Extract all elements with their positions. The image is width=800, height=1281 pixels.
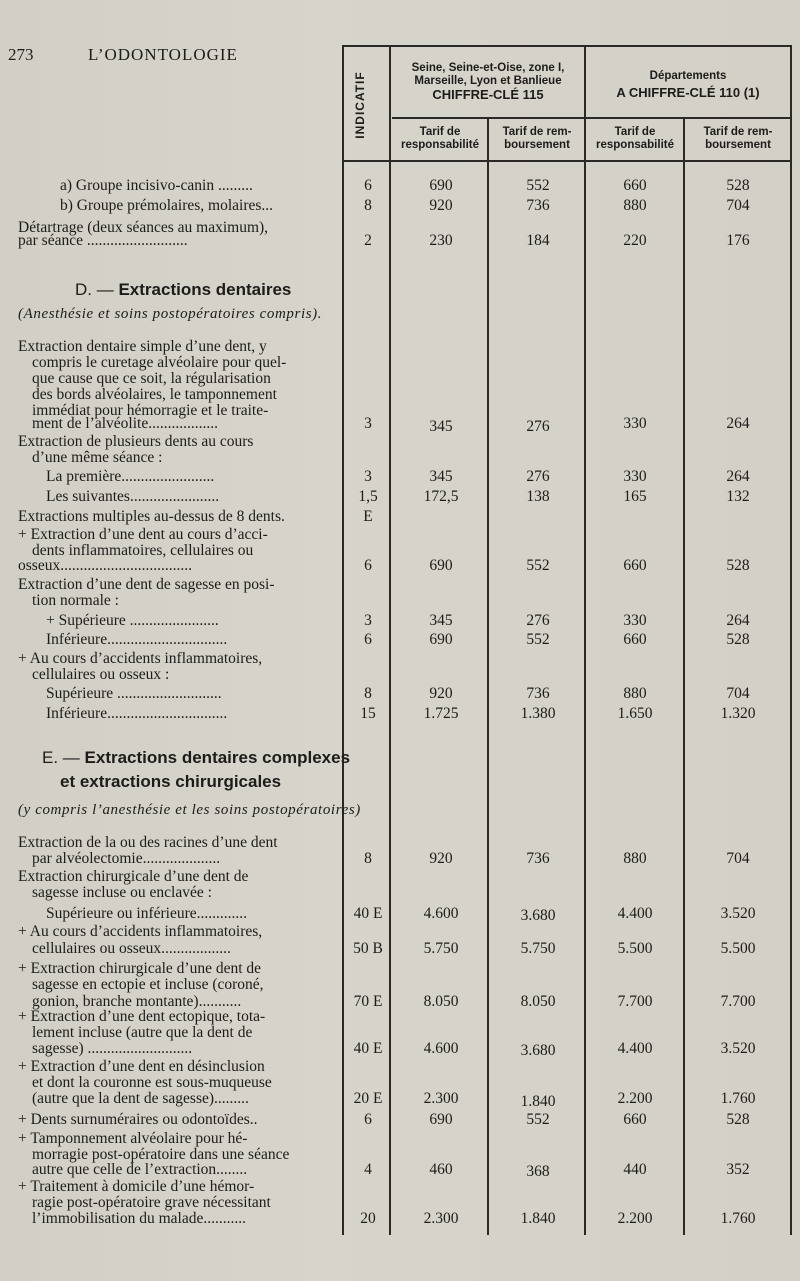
rule-g2-mid: [683, 117, 685, 1235]
row-remb-115: 1.840: [520, 1210, 556, 1227]
header-mid-rule: [392, 117, 792, 119]
row-remb-110: 264: [726, 468, 750, 485]
row-label: (autre que la dent de sagesse).........: [32, 1090, 249, 1107]
section-d-letter: D. —: [75, 280, 114, 299]
row-label: Supérieure ou inférieure.............: [46, 905, 248, 922]
row-remb-115: 138: [526, 488, 550, 505]
row-remb-115: 276: [526, 612, 550, 629]
row-label: Inférieure...............................: [46, 705, 228, 722]
row-resp-115: 345: [429, 468, 453, 485]
row-indicatif: 15: [360, 705, 376, 722]
row-resp-115: 460: [429, 1161, 453, 1178]
row-indicatif: 50 B: [353, 940, 383, 957]
table-row: [0, 1111, 800, 1129]
table-row: [0, 850, 800, 868]
row-remb-115: 1.380: [520, 705, 556, 722]
text-line: des bords alvéolaires, le tamponnement: [32, 386, 277, 403]
row-resp-110: 440: [623, 1161, 647, 1178]
header-bottom-rule: [342, 160, 792, 162]
row-indicatif: 70 E: [353, 993, 383, 1010]
row-resp-115: 345: [429, 612, 453, 629]
row-remb-110: 704: [726, 685, 750, 702]
header-group1: [394, 62, 582, 101]
row-label: gonion, branche montante)...........: [32, 993, 242, 1010]
row-resp-115: 690: [429, 631, 453, 648]
text-line: Extraction chirurgicale d’une dent de: [18, 868, 249, 885]
row-remb-115: 736: [526, 685, 550, 702]
row-resp-110: 880: [623, 197, 647, 214]
row-remb-115: 552: [526, 177, 550, 194]
table-row: [0, 488, 800, 506]
group1-key: CHIFFRE-CLÉ 115: [432, 87, 544, 102]
row-label: Les suivantes.......................: [46, 488, 220, 505]
text-line: morragie post-opératoire dans une séance: [32, 1146, 290, 1163]
row-resp-110: 4.400: [617, 1040, 653, 1057]
header-g2-remb: Tarif de rem-boursement: [703, 126, 773, 151]
table-row: [0, 415, 800, 433]
row-label: Supérieure ...........................: [46, 685, 222, 702]
table-row: [0, 1161, 800, 1179]
row-remb-115: 276: [526, 418, 550, 435]
text-line: Extraction d’une dent de sagesse en posi-: [18, 576, 275, 593]
row-remb-110: 528: [726, 177, 750, 194]
table-row: [0, 940, 800, 958]
row-label: l’immobilisation du malade...........: [32, 1210, 246, 1227]
row-resp-110: 5.500: [617, 940, 653, 957]
row-indicatif: 3: [364, 415, 372, 432]
row-indicatif: 20: [360, 1210, 376, 1227]
rule-g1-mid: [487, 117, 489, 1235]
row-indicatif: 8: [364, 850, 372, 867]
row-resp-110: 165: [623, 488, 647, 505]
row-label: Inférieure...............................: [46, 631, 228, 648]
row-resp-115: 2.300: [423, 1090, 459, 1107]
row-remb-110: 3.520: [720, 1040, 756, 1057]
row-remb-110: 1.760: [720, 1210, 756, 1227]
row-resp-115: 690: [429, 557, 453, 574]
running-head: L’ODONTOLOGIE: [88, 45, 238, 64]
group2-key: A CHIFFRE-CLÉ 110 (1): [616, 85, 760, 100]
row-resp-110: 2.200: [617, 1090, 653, 1107]
row-resp-115: 5.750: [423, 940, 459, 957]
text-line: tion normale :: [32, 592, 119, 609]
row-resp-110: 880: [623, 685, 647, 702]
row-remb-115: 552: [526, 557, 550, 574]
text-line: immédiat pour hémorragie et le traite-: [32, 402, 269, 419]
row-remb-110: 1.760: [720, 1090, 756, 1107]
row-resp-110: 660: [623, 177, 647, 194]
header-indicatif: INDICATIF: [353, 71, 367, 139]
row-resp-110: 660: [623, 631, 647, 648]
row-label: sagesse) ...........................: [32, 1040, 193, 1057]
row-resp-115: 920: [429, 850, 453, 867]
text-line: lement incluse (autre que la dent de: [32, 1024, 253, 1041]
row-indicatif: E: [363, 508, 373, 525]
text-line: sagesse en ectopie et incluse (coroné,: [32, 976, 264, 993]
row-remb-110: 352: [726, 1161, 750, 1178]
text-line: Extraction de plusieurs dents au cours: [18, 433, 254, 450]
text-line: + Extraction d’une dent ectopique, tota-: [18, 1008, 266, 1025]
row-indicatif: 1,5: [358, 488, 378, 505]
row-resp-110: 2.200: [617, 1210, 653, 1227]
row-remb-110: 264: [726, 415, 750, 432]
row-remb-115: 3.680: [520, 907, 556, 924]
table-row: [0, 631, 800, 649]
row-resp-115: 230: [429, 232, 453, 249]
header-group2: [588, 70, 788, 99]
row-remb-115: 276: [526, 468, 550, 485]
section-e-heading: [42, 748, 350, 768]
table-row: [0, 557, 800, 575]
group1-title: Seine, Seine-et-Oise, zone I, Marseille, Lyon et Banlieue: [411, 62, 565, 87]
table-row: [0, 1090, 800, 1108]
text-line: + Traitement à domicile d’une hémor-: [18, 1178, 255, 1195]
table-row: [0, 197, 800, 215]
row-resp-115: 2.300: [423, 1210, 459, 1227]
row-indicatif: 8: [364, 197, 372, 214]
table-row: [0, 1040, 800, 1058]
page-number: 273: [8, 45, 34, 64]
row-remb-115: 368: [526, 1163, 550, 1180]
text-line: dents inflammatoires, cellulaires ou: [32, 542, 254, 559]
row-indicatif: 8: [364, 685, 372, 702]
table-row: [0, 468, 800, 486]
row-remb-110: 528: [726, 1111, 750, 1128]
header-g2-resp: Tarif de responsabilité: [596, 126, 674, 151]
row-remb-110: 132: [726, 488, 750, 505]
row-label: autre que celle de l’extraction........: [32, 1161, 248, 1178]
table-row: [0, 508, 800, 526]
row-resp-110: 660: [623, 1111, 647, 1128]
text-line: compris le curetage alvéolaire pour quel-: [32, 354, 287, 371]
header-g1-resp: Tarif de responsabilité: [401, 126, 479, 151]
text-line: + Extraction d’une dent en désinclusion: [18, 1058, 265, 1075]
row-resp-110: 880: [623, 850, 647, 867]
section-e-note: (y compris l’anesthésie et les soins postopératoires): [18, 802, 361, 818]
row-label: par séance ..........................: [18, 232, 188, 249]
section-e-title2: et extractions chirurgicales: [60, 772, 282, 791]
row-remb-110: 704: [726, 197, 750, 214]
row-remb-115: 552: [526, 1111, 550, 1128]
row-indicatif: 6: [364, 177, 372, 194]
row-resp-115: 172,5: [423, 488, 459, 505]
row-remb-115: 8.050: [520, 993, 556, 1010]
text-line: Extraction de la ou des racines d’une dent: [18, 834, 278, 851]
row-label: osseux..................................: [18, 557, 192, 574]
table-row: [0, 905, 800, 923]
row-remb-110: 264: [726, 612, 750, 629]
row-remb-115: 736: [526, 197, 550, 214]
row-remb-115: 1.840: [520, 1093, 556, 1110]
row-label: La première........................: [46, 468, 215, 485]
text-line: que cause que ce soit, la régularisation: [32, 370, 271, 387]
text-line: et dont la couronne est sous-muqueuse: [32, 1074, 272, 1091]
text-line: cellulaires ou osseux :: [32, 666, 170, 683]
row-label: cellulaires ou osseux..................: [32, 940, 231, 957]
text-line: + Extraction d’une dent au cours d’acci-: [18, 526, 268, 543]
section-e-heading-2: [60, 772, 281, 792]
row-remb-115: 184: [526, 232, 550, 249]
group2-title: Départements: [649, 70, 727, 82]
row-remb-110: 3.520: [720, 905, 756, 922]
row-resp-115: 690: [429, 1111, 453, 1128]
row-remb-110: 1.320: [720, 705, 756, 722]
row-indicatif: 6: [364, 557, 372, 574]
row-resp-115: 920: [429, 685, 453, 702]
row-label: + Dents surnuméraires ou odontoïdes..: [18, 1111, 258, 1128]
section-d-heading: [75, 280, 291, 300]
row-remb-110: 528: [726, 631, 750, 648]
row-indicatif: 40 E: [353, 1040, 383, 1057]
row-resp-115: 4.600: [423, 1040, 459, 1057]
row-remb-115: 552: [526, 631, 550, 648]
row-resp-115: 690: [429, 177, 453, 194]
row-indicatif: 20 E: [353, 1090, 383, 1107]
row-resp-115: 920: [429, 197, 453, 214]
row-remb-110: 7.700: [720, 993, 756, 1010]
row-resp-115: 345: [429, 418, 453, 435]
section-e-letter: E. —: [42, 748, 80, 767]
row-label: par alvéolectomie....................: [32, 850, 221, 867]
row-remb-115: 3.680: [520, 1042, 556, 1059]
section-d-note: (Anesthésie et soins postopératoires compris).: [18, 306, 323, 322]
text-line: + Au cours d’accidents inflammatoires,: [18, 923, 263, 940]
table-row: [0, 232, 800, 250]
row-indicatif: 40 E: [353, 905, 383, 922]
table-top-rule: [342, 45, 792, 47]
table-row: [0, 1210, 800, 1228]
text-line: + Extraction chirurgicale d’une dent de: [18, 960, 262, 977]
row-resp-110: 330: [623, 468, 647, 485]
row-resp-115: 8.050: [423, 993, 459, 1010]
row-remb-115: 736: [526, 850, 550, 867]
row-remb-115: 5.750: [520, 940, 556, 957]
text-line: d’une même séance :: [32, 449, 163, 466]
row-resp-110: 330: [623, 415, 647, 432]
row-remb-110: 5.500: [720, 940, 756, 957]
row-resp-110: 7.700: [617, 993, 653, 1010]
row-indicatif: 4: [364, 1161, 372, 1178]
row-resp-115: 4.600: [423, 905, 459, 922]
row-remb-110: 704: [726, 850, 750, 867]
row-resp-110: 4.400: [617, 905, 653, 922]
row-remb-110: 176: [726, 232, 750, 249]
row-remb-110: 528: [726, 557, 750, 574]
row-resp-110: 220: [623, 232, 647, 249]
row-resp-110: 1.650: [617, 705, 653, 722]
row-indicatif: 6: [364, 1111, 372, 1128]
row-resp-115: 1.725: [423, 705, 459, 722]
row-label: + Supérieure .......................: [46, 612, 219, 629]
text-line: Extraction dentaire simple d’une dent, y: [18, 338, 267, 355]
row-resp-110: 660: [623, 557, 647, 574]
section-d-title: Extractions dentaires: [118, 280, 292, 299]
section-e-title1: Extractions dentaires complexes: [84, 748, 351, 767]
text-line: sagesse incluse ou enclavée :: [32, 884, 212, 901]
row-label: a) Groupe incisivo-canin .........: [60, 177, 253, 194]
table-row: [0, 177, 800, 195]
table-row: [0, 612, 800, 630]
header-g1-remb: Tarif de rem-boursement: [502, 126, 572, 151]
row-indicatif: 3: [364, 612, 372, 629]
row-indicatif: 3: [364, 468, 372, 485]
text-line: ragie post-opératoire grave nécessitant: [32, 1194, 271, 1211]
text-line: + Tamponnement alvéolaire pour hé-: [18, 1130, 248, 1147]
row-label: b) Groupe prémolaires, molaires...: [60, 197, 274, 214]
detartrage-line1: Détartrage (deux séances au maximum),: [18, 219, 269, 236]
table-row: [0, 705, 800, 723]
row-label: ment de l’alvéolite..................: [32, 415, 218, 432]
row-indicatif: 2: [364, 232, 372, 249]
row-resp-110: 330: [623, 612, 647, 629]
row-label: Extractions multiples au-dessus de 8 dents.: [18, 508, 285, 525]
text-line: + Au cours d’accidents inflammatoires,: [18, 650, 263, 667]
row-indicatif: 6: [364, 631, 372, 648]
table-row: [0, 685, 800, 703]
